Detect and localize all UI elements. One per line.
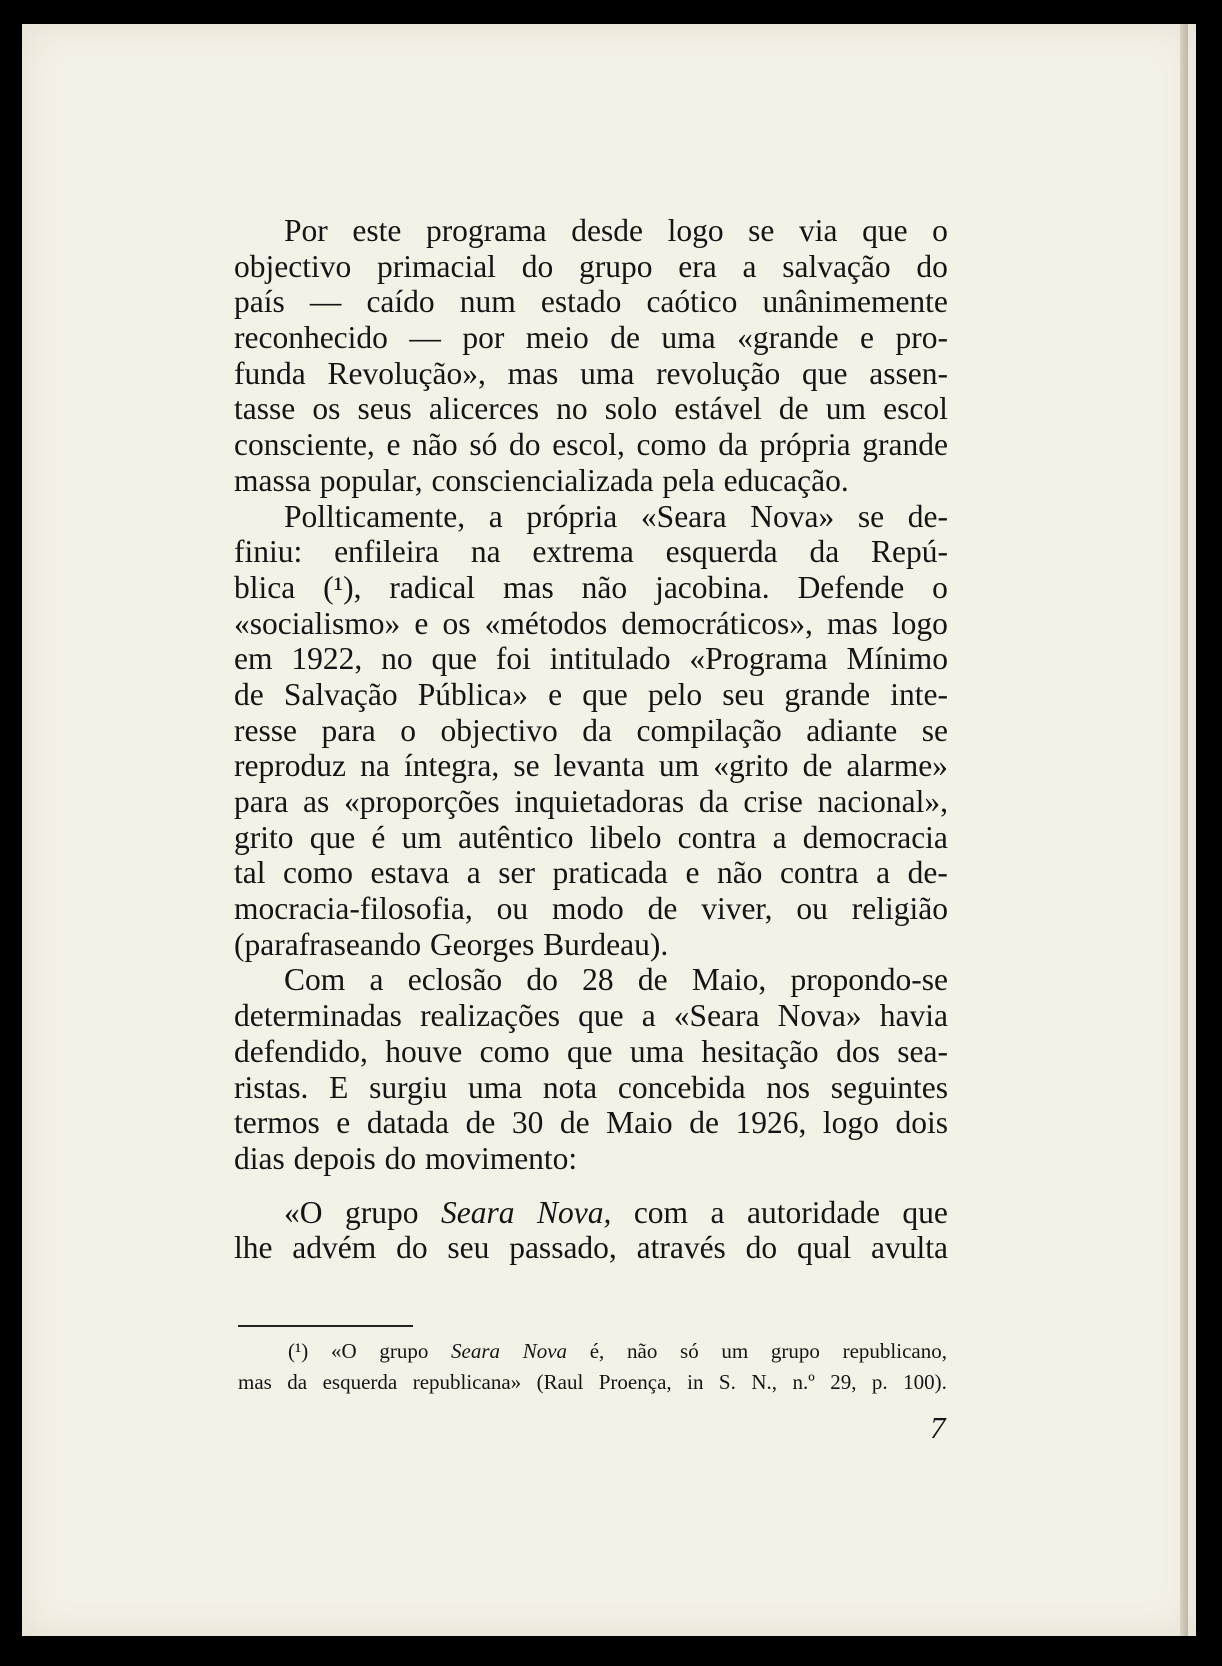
word: objectivo — [440, 712, 558, 748]
word: Seara — [440, 1194, 515, 1230]
text-line — [234, 713, 948, 749]
word: e — [860, 320, 874, 356]
word: p. — [871, 1370, 888, 1394]
word: o — [932, 213, 948, 248]
word: «socialismo» — [234, 605, 401, 641]
text-line — [234, 570, 948, 606]
word: surgiu — [369, 1069, 448, 1105]
word: esquerda — [322, 1370, 398, 1394]
word: e — [386, 427, 401, 463]
word: esquerda — [665, 534, 778, 570]
word: ser — [498, 855, 535, 891]
word: «O — [330, 1339, 357, 1363]
word: não — [716, 855, 763, 891]
word: Salvação — [283, 676, 398, 712]
word: 28 — [582, 962, 614, 998]
word: e — [336, 1105, 351, 1141]
word: estava — [370, 855, 450, 891]
word: dias — [234, 1140, 285, 1176]
paragraph-gap — [234, 1177, 948, 1195]
word: como — [479, 1033, 550, 1069]
word: um — [658, 748, 700, 784]
word: republicana» — [412, 1370, 522, 1394]
word: era — [678, 248, 717, 284]
word: in — [687, 1370, 704, 1394]
word: — — [309, 284, 342, 320]
word: de — [234, 676, 264, 712]
word: jacobina. — [655, 569, 770, 605]
word: na — [470, 534, 501, 570]
text-line — [234, 1195, 948, 1231]
word: que — [431, 641, 477, 677]
word: seu — [447, 1230, 490, 1266]
word: os — [312, 391, 341, 427]
word: da — [582, 712, 613, 748]
word: ou — [796, 891, 828, 927]
word: Revolução», — [327, 355, 486, 391]
text-line — [234, 356, 948, 392]
word: dois — [895, 1105, 948, 1141]
word: a — [772, 819, 787, 855]
word: Pública» — [417, 676, 528, 712]
page-edge — [1180, 24, 1188, 1636]
text-line — [234, 1034, 948, 1070]
word: (parafraseando — [234, 926, 422, 962]
word: houve — [385, 1033, 463, 1069]
word: determinadas — [234, 998, 402, 1034]
word: realizações — [420, 998, 560, 1034]
word: levanta — [553, 748, 645, 784]
word: contra — [779, 855, 859, 891]
word: alicerces — [428, 391, 539, 427]
word: estável — [674, 391, 762, 427]
word: seguintes — [830, 1069, 948, 1105]
word: de — [689, 1105, 719, 1141]
word: Nova» — [750, 498, 835, 534]
word: se — [748, 213, 775, 248]
word: «grande — [737, 320, 839, 356]
text-line — [234, 391, 948, 427]
word: intitulado — [549, 641, 671, 677]
word: da — [287, 1370, 308, 1394]
word: uma — [661, 320, 716, 356]
word: caótico — [646, 284, 738, 320]
word: consciente, — [234, 427, 375, 463]
word: que — [309, 819, 356, 855]
word: n.º — [792, 1370, 815, 1394]
footnote-line — [238, 1367, 947, 1398]
text-line — [234, 927, 948, 963]
word: compilação — [636, 712, 782, 748]
word: via — [799, 213, 838, 248]
word: «Seara — [640, 498, 727, 534]
word: ou — [496, 891, 529, 927]
word: mas — [827, 605, 878, 641]
text-line — [234, 784, 948, 820]
word: primacial — [376, 248, 496, 284]
word: grupo — [379, 1339, 429, 1363]
word: se — [921, 712, 948, 748]
word: com — [633, 1194, 689, 1230]
word: escol, — [552, 427, 625, 463]
word: nacional», — [817, 784, 948, 819]
word: massa — [234, 462, 311, 498]
text-line — [234, 1230, 948, 1266]
word: a — [369, 962, 384, 998]
word: do — [384, 1140, 417, 1176]
word: tasse — [234, 391, 296, 427]
word: não — [627, 1339, 658, 1363]
word: Nova — [522, 1339, 568, 1363]
text-line — [234, 213, 948, 249]
word: no — [556, 391, 588, 427]
word: um — [401, 819, 442, 855]
word: hesitação — [701, 1033, 819, 1069]
word: «O — [284, 1194, 323, 1230]
word: consciencializada — [431, 462, 654, 498]
word: uma — [467, 1069, 523, 1105]
word: que — [862, 213, 908, 248]
word: seus — [357, 391, 412, 427]
text-line — [234, 677, 948, 713]
word: só — [680, 1339, 699, 1363]
word: «proporções — [343, 784, 500, 819]
word: propondo-se — [790, 962, 948, 998]
word: da — [809, 534, 840, 570]
word: pelo — [647, 676, 703, 712]
word: funda — [234, 355, 306, 391]
word: país — [234, 284, 285, 320]
word: uma — [580, 355, 635, 391]
word: sea- — [897, 1033, 948, 1069]
word: íntegra, — [403, 748, 500, 784]
word: própria — [759, 427, 851, 463]
word: viver, — [701, 891, 773, 927]
word: grupo — [578, 248, 653, 284]
word: movimento: — [424, 1140, 578, 1176]
word: em — [234, 641, 273, 677]
word: do — [745, 1230, 778, 1266]
word: advém — [292, 1230, 377, 1266]
word: estado — [540, 284, 622, 320]
text-line — [234, 891, 948, 927]
word: assen- — [869, 355, 948, 391]
word: datada — [366, 1105, 450, 1141]
word: reproduz — [234, 748, 346, 784]
word: Por — [284, 213, 328, 248]
word: de — [610, 320, 640, 356]
footnote-line — [238, 1336, 947, 1367]
word: é, — [589, 1339, 605, 1363]
word: é — [371, 819, 386, 855]
word: as — [302, 784, 330, 819]
word: Burdeau). — [543, 926, 669, 962]
word: inte- — [890, 676, 948, 712]
word: da — [718, 427, 748, 463]
word: não — [581, 569, 628, 605]
word: de — [802, 748, 833, 784]
word: Repú- — [871, 534, 948, 570]
word: (Raul — [536, 1370, 584, 1394]
text-line — [234, 855, 948, 891]
word: «métodos — [484, 605, 608, 641]
word: se — [513, 748, 540, 784]
word: como — [636, 427, 707, 463]
word: num — [459, 284, 516, 320]
word: e — [414, 605, 429, 641]
word: a — [742, 248, 757, 284]
word: a — [710, 1194, 725, 1230]
word: grande — [784, 676, 871, 712]
text-line — [234, 320, 948, 356]
word: Georges — [429, 926, 535, 962]
word: do — [521, 248, 554, 284]
text-line — [234, 820, 948, 856]
word: um — [721, 1339, 749, 1363]
word: educação. — [723, 462, 849, 498]
word: do — [509, 427, 541, 463]
word: grupo — [770, 1339, 820, 1363]
word: revolução — [656, 355, 781, 391]
word: (¹), — [323, 569, 362, 605]
text-line — [234, 499, 948, 535]
footnote — [238, 1336, 947, 1398]
word: dos — [836, 1033, 880, 1069]
word: 1922, — [291, 641, 363, 677]
word: o — [400, 712, 416, 748]
word: Pollticamente, — [284, 498, 466, 534]
word: salvação — [782, 248, 891, 284]
word: reconhecido — [234, 320, 388, 356]
word: adiante — [806, 712, 898, 748]
text-line — [234, 641, 948, 677]
word: resse — [234, 712, 297, 748]
word: crise — [743, 784, 803, 819]
word: de — [647, 891, 678, 927]
word: e — [685, 855, 700, 891]
word: o — [932, 569, 948, 605]
word: seu — [722, 676, 765, 712]
word: para — [234, 784, 289, 819]
word: objectivo — [234, 248, 352, 284]
word: de- — [907, 855, 948, 891]
word: Mínimo — [846, 641, 948, 677]
word: Nova, — [536, 1194, 612, 1230]
word: termos — [234, 1105, 320, 1141]
page-number: 7 — [930, 1410, 946, 1445]
word: unânimemente — [762, 284, 948, 320]
word: — — [409, 320, 441, 356]
word: Maio, — [691, 962, 767, 998]
word: mas — [507, 355, 559, 391]
word: alarme» — [846, 748, 948, 784]
word: finiu: — [234, 534, 303, 570]
word: própria — [526, 498, 618, 534]
footnote-rule — [238, 1325, 413, 1327]
text-line — [234, 1141, 948, 1177]
word: (¹) — [288, 1339, 309, 1363]
text-line — [234, 534, 948, 570]
word: grupo — [344, 1194, 419, 1230]
word: defendido, — [234, 1033, 368, 1069]
word: N., — [751, 1370, 777, 1394]
word: logo — [822, 1105, 879, 1141]
word: nota — [542, 1069, 598, 1105]
word: modo — [551, 891, 624, 927]
word: de — [637, 962, 668, 998]
word: havia — [879, 998, 948, 1034]
word: Defende — [797, 569, 905, 605]
word: Seara — [451, 1339, 501, 1363]
text-line — [234, 249, 948, 285]
word: mocracia-filosofia, — [234, 891, 473, 927]
word: do — [916, 248, 948, 284]
text-line — [234, 1070, 948, 1106]
word: logo — [891, 605, 948, 641]
word: se — [857, 498, 885, 534]
word: S. — [718, 1370, 736, 1394]
word: 30 — [511, 1105, 544, 1141]
word: concebida — [617, 1069, 746, 1105]
word: pela — [662, 462, 715, 498]
word: por — [462, 320, 505, 356]
text-line — [234, 748, 948, 784]
word: depois — [293, 1140, 376, 1176]
word: 1926, — [735, 1105, 807, 1141]
word: programa — [425, 213, 547, 248]
word: eclosão — [407, 962, 503, 998]
word: blica — [234, 569, 296, 605]
text-line — [234, 1105, 948, 1141]
word: de- — [907, 498, 948, 534]
word: 29, — [830, 1370, 857, 1394]
word: «Programa — [689, 641, 828, 677]
word: que — [582, 676, 628, 712]
word: e — [548, 676, 563, 712]
word: que — [566, 1033, 613, 1069]
word: solo — [604, 391, 658, 427]
word: mas — [502, 569, 554, 605]
word: escol — [883, 391, 948, 427]
word: Nova» — [777, 998, 862, 1034]
word: um — [825, 391, 867, 427]
word: «Seara — [673, 998, 760, 1034]
word: como — [283, 855, 353, 891]
word: para — [321, 712, 376, 748]
word: ristas. — [234, 1069, 309, 1105]
word: E — [329, 1069, 349, 1105]
word: uma — [629, 1033, 685, 1069]
word: grande — [862, 427, 948, 463]
word: foi — [495, 641, 531, 677]
word: de — [465, 1105, 496, 1141]
word: os — [442, 605, 471, 641]
word: a — [876, 855, 891, 891]
word: não — [412, 427, 458, 463]
word: do — [396, 1230, 428, 1266]
word: mas — [238, 1370, 272, 1394]
word: caído — [366, 284, 435, 320]
word: na — [360, 748, 390, 784]
word: através — [636, 1230, 726, 1266]
word: de — [559, 1105, 590, 1141]
word: tal — [234, 855, 266, 891]
word: autêntico — [458, 819, 574, 855]
word: Maio — [606, 1105, 673, 1141]
word: qual — [796, 1230, 852, 1266]
word: contra — [677, 819, 757, 855]
word: radical — [389, 569, 476, 605]
word: que — [578, 998, 624, 1034]
text-line — [234, 606, 948, 642]
word: 100). — [903, 1370, 947, 1394]
word: democráticos», — [621, 605, 813, 641]
word: a — [488, 498, 503, 534]
word: popular, — [319, 462, 423, 498]
word: lhe — [234, 1230, 273, 1266]
word: democracia — [802, 819, 948, 855]
word: libelo — [589, 819, 662, 855]
word: enfileira — [334, 534, 440, 570]
word: grito — [234, 819, 294, 855]
word: de — [778, 391, 809, 427]
word: pro- — [895, 320, 948, 356]
word: nos — [766, 1069, 811, 1105]
word: meio — [525, 320, 589, 356]
word: autoridade — [747, 1194, 880, 1230]
word: «grito — [713, 748, 789, 784]
word: a — [466, 855, 481, 891]
word: religião — [851, 891, 948, 927]
word: logo — [667, 213, 724, 248]
word: Proença, — [598, 1370, 672, 1394]
text-line — [234, 998, 948, 1034]
text-line — [234, 463, 948, 499]
word: que — [802, 355, 848, 391]
word: da — [698, 784, 729, 819]
word: passado, — [509, 1230, 617, 1266]
word: no — [381, 641, 413, 677]
word: do — [526, 962, 558, 998]
text-line — [234, 962, 948, 998]
word: extrema — [532, 534, 634, 570]
word: que — [902, 1194, 948, 1230]
body-text — [234, 213, 948, 1266]
text-line — [234, 284, 948, 320]
word: avulta — [871, 1230, 948, 1266]
word: só — [469, 427, 498, 463]
word: este — [352, 213, 402, 248]
word: praticada — [552, 855, 668, 891]
word: desde — [571, 213, 643, 248]
text-line — [234, 427, 948, 463]
word: Com — [284, 962, 346, 998]
word: republicano, — [842, 1339, 947, 1363]
word: a — [641, 998, 656, 1034]
word: inquietadoras — [514, 784, 685, 819]
